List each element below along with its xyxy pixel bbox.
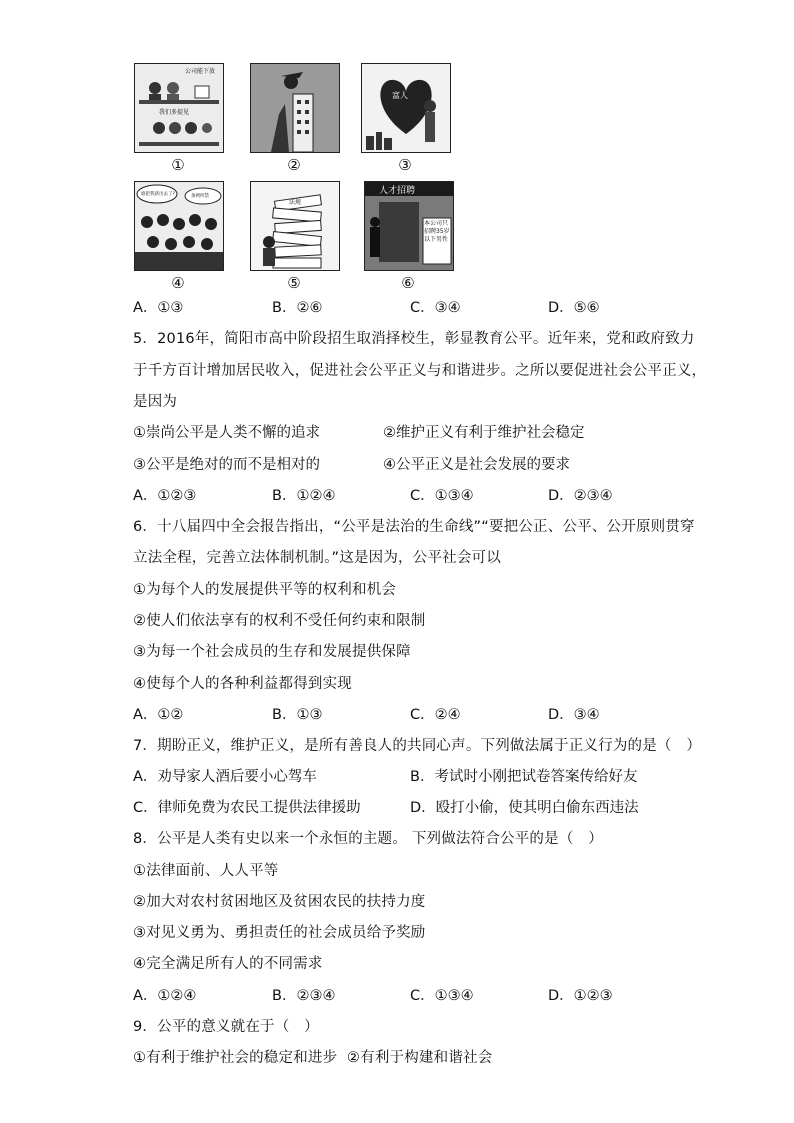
q6-option-b: B．①③ bbox=[272, 707, 323, 723]
q7-option-c: C．律师免费为农民工提供法律援助 bbox=[133, 800, 361, 816]
cartoon-3-caption: 富人 bbox=[392, 91, 408, 100]
q8-option-a: A．①②④ bbox=[133, 988, 197, 1004]
cartoon-1-caption-top: 公司能下放 bbox=[185, 68, 216, 75]
q9-items: ①有利于维护社会的稳定和进步 ②有利于构建和谐社会 bbox=[133, 1050, 493, 1066]
cartoon-4-bubble-left: 谁把我挤出去了? bbox=[141, 192, 175, 197]
cartoon-5-image bbox=[250, 181, 340, 271]
q8-item-3: ③对见义勇为、勇担责任的社会成员给予奖励 bbox=[133, 925, 426, 941]
q5-item-3: ③公平是绝对的而不是相对的 bbox=[133, 457, 320, 473]
q5-item-4: ④公平正义是社会发展的要求 bbox=[383, 457, 570, 473]
q6-option-d: D．③④ bbox=[548, 707, 600, 723]
cartoon-4-label: ④ bbox=[171, 274, 185, 292]
cartoon-3-image bbox=[361, 63, 451, 153]
q5-option-d: D．②③④ bbox=[548, 488, 613, 504]
q5-option-a: A．①②③ bbox=[133, 488, 197, 504]
q8-item-2: ②加大对农村贫困地区及贫困农民的扶持力度 bbox=[133, 894, 426, 910]
q6-item-2: ②使人们依法享有的权利不受任何约束和限制 bbox=[133, 613, 426, 629]
q5-stem-line-1: 5．2016年，简阳市高中阶段招生取消择校生，彰显教育公平。近年来，党和政府致力 bbox=[133, 331, 695, 347]
q6-item-1: ①为每个人的发展提供平等的权利和机会 bbox=[133, 582, 397, 598]
q6-stem-line-1: 6．十八届四中全会报告指出，“公平是法治的生命线”“要把公正、公平、公开原则贯穿 bbox=[133, 519, 695, 535]
q5-stem-line-3: 是因为 bbox=[133, 394, 178, 410]
q5-option-c: C．①③④ bbox=[410, 488, 474, 504]
q5-item-1: ①崇尚公平是人类不懈的追求 bbox=[133, 425, 320, 441]
q7-stem: 7．期盼正义，维护正义，是所有善良人的共同心声。下列做法属于正义行为的是（ ） bbox=[133, 738, 702, 754]
q6-item-4: ④使每个人的各种利益都得到实现 bbox=[133, 676, 352, 692]
q7-option-d: D．殴打小偷，使其明白偷东西违法 bbox=[410, 800, 639, 816]
cartoon-1-image bbox=[134, 63, 224, 153]
cartoon-5-label: ⑤ bbox=[287, 274, 301, 292]
cartoon-6-image bbox=[364, 181, 454, 271]
cartoon-2-image bbox=[250, 63, 340, 153]
q4-option-c: C．③④ bbox=[410, 300, 461, 316]
cartoon-1-label: ① bbox=[171, 156, 185, 174]
q6-option-a: A．①② bbox=[133, 707, 184, 723]
q6-item-3: ③为每一个社会成员的生存和发展提供保障 bbox=[133, 644, 411, 660]
cartoon-1-caption-mid: 我们多提见 bbox=[159, 109, 190, 116]
q7-option-a: A．劝导家人酒后要小心驾车 bbox=[133, 769, 317, 785]
q9-stem: 9．公平的意义就在于（ ） bbox=[133, 1019, 319, 1035]
cartoon-4-bubble-right: 条例所禁 bbox=[191, 194, 209, 199]
cartoon-4-image bbox=[134, 181, 224, 271]
q4-option-d: D．⑤⑥ bbox=[548, 300, 600, 316]
q4-option-a: A．①③ bbox=[133, 300, 184, 316]
q7-option-b: B．考试时小刚把试卷答案传给好友 bbox=[410, 769, 638, 785]
q6-option-c: C．②④ bbox=[410, 707, 461, 723]
q8-stem: 8．公平是人类有史以来一个永恒的主题。 下列做法符合公平的是（ ） bbox=[133, 831, 603, 847]
cartoon-6-notice: 本公司只招聘35岁以下男性 bbox=[424, 220, 450, 243]
q8-item-1: ①法律面前、人人平等 bbox=[133, 863, 279, 879]
cartoon-5-caption: 法规 bbox=[289, 199, 302, 206]
q5-stem-line-2: 于千方百计增加居民收入，促进社会公平正义与和谐进步。之所以要促进社会公平正义， bbox=[133, 363, 707, 379]
cartoon-6-label: ⑥ bbox=[401, 274, 415, 292]
cartoon-6-banner: 人才招聘 bbox=[379, 186, 416, 196]
q8-item-4: ④完全满足所有人的不同需求 bbox=[133, 956, 323, 972]
cartoon-2-label: ② bbox=[287, 156, 301, 174]
q6-stem-line-2: 立法全程，完善立法体制机制。”这是因为，公平社会可以 bbox=[133, 550, 501, 566]
q4-option-b: B．②⑥ bbox=[272, 300, 323, 316]
q8-option-b: B．②③④ bbox=[272, 988, 336, 1004]
q8-option-c: C．①③④ bbox=[410, 988, 474, 1004]
q5-option-b: B．①②④ bbox=[272, 488, 336, 504]
cartoon-3-label: ③ bbox=[398, 156, 412, 174]
q5-item-2: ②维护正义有利于维护社会稳定 bbox=[383, 425, 585, 441]
q8-option-d: D．①②③ bbox=[548, 988, 613, 1004]
